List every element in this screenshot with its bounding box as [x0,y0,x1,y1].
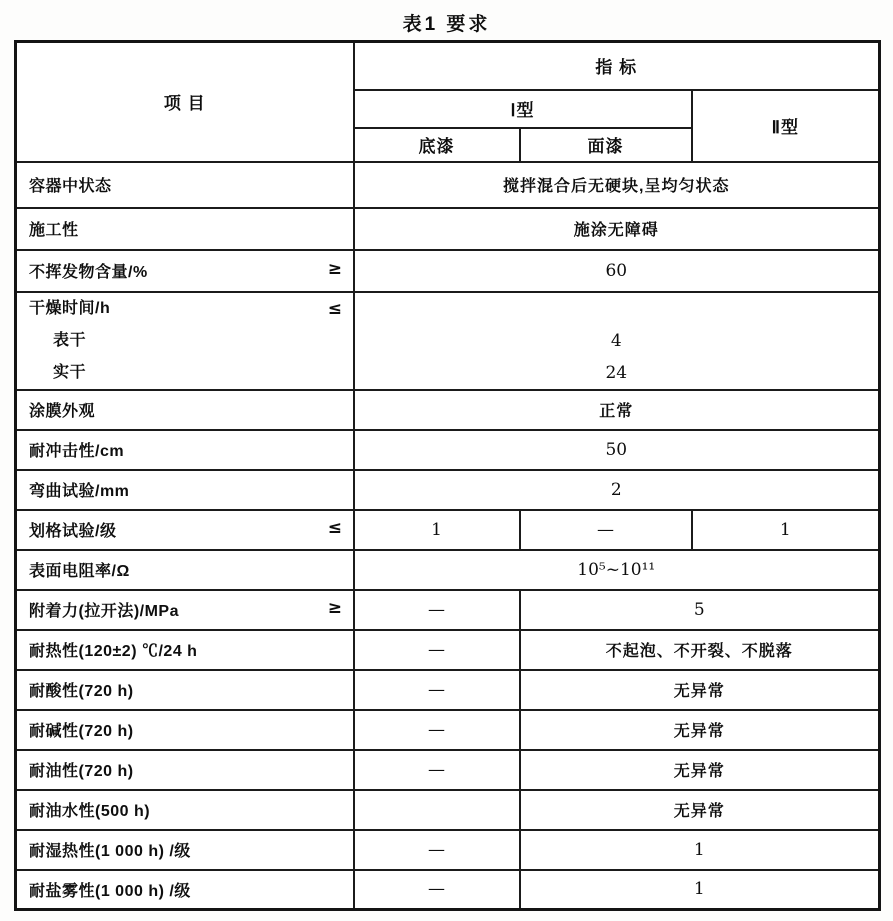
row-nonvolatile-content [16,250,880,292]
geq-symbol: ≥ [327,598,343,618]
item-text: 耐油水性(500 h) [29,803,151,820]
drying-value-spacer [355,293,879,325]
row-value: 施涂无障碍 [354,208,880,250]
row-value-primer: — [354,750,520,790]
row-bending-test [16,470,880,510]
row-value: 正常 [354,390,880,430]
item-text: 耐湿热性(1 000 h) /级 [29,843,191,860]
row-value: 搅拌混合后无硬块,呈均匀状态 [354,162,880,208]
header-row-1 [16,42,880,90]
row-value-type2: 1 [692,510,880,550]
row-adhesion [16,590,880,630]
header-primer: 底漆 [354,128,520,162]
item-text: 施工性 [29,222,79,239]
row-value-primer: — [354,590,520,630]
page-title: 表1 要求 [402,14,491,35]
leq-symbol: ≤ [327,298,343,319]
header-type2: Ⅱ型 [692,90,880,162]
item-text: 划格试验/级 [29,523,117,540]
row-item-label [16,870,354,910]
row-value: 2 [354,470,880,510]
row-item-label [16,750,354,790]
header-type1: Ⅰ型 [354,90,692,128]
row-value-primer: — [354,630,520,670]
row-oil-resistance [16,750,880,790]
header-item: 项 目 [16,42,354,162]
header-topcoat: 面漆 [520,128,692,162]
item-text: 耐盐雾性(1 000 h) /级 [29,882,191,900]
drying-value-hard: 24 [605,362,628,383]
item-text: 不挥发物含量/% [29,264,148,281]
row-item-label [16,630,354,670]
item-text: 耐油性(720 h) [29,763,134,780]
row-item-label [16,790,354,830]
row-value-primer: — [354,870,520,910]
item-text: 干燥时间/h [29,299,111,317]
row-item-label [16,162,354,208]
row-value-primer: — [354,710,520,750]
row-value-rest: 无异常 [520,670,880,710]
row-value-topcoat: — [520,510,692,550]
row-alkali-resistance [16,710,880,750]
row-item-label [16,670,354,710]
row-value-primer [354,790,520,830]
row-value: 50 [354,430,880,470]
item-text: 耐冲击性/cm [29,443,125,460]
row-item-label [16,710,354,750]
row-value-rest: 无异常 [520,750,880,790]
row-item-label [16,292,354,390]
item-text: 容器中状态 [29,178,112,195]
item-text: 耐酸性(720 h) [29,683,134,700]
row-cross-cut-test [16,510,880,550]
item-text: 弯曲试验/mm [29,483,130,500]
row-value: 60 [354,250,880,292]
row-value-rest: 5 [520,590,880,630]
row-acid-resistance [16,670,880,710]
row-item-label [16,830,354,870]
row-item-label [16,550,354,590]
row-value-rest: 无异常 [520,790,880,830]
item-text: 表面电阻率/Ω [29,563,130,580]
row-item-label [16,390,354,430]
leq-symbol: ≤ [327,518,343,538]
row-damp-heat-resistance [16,830,880,870]
row-heat-resistance [16,630,880,670]
row-value-rest: 1 [520,870,880,910]
header-index: 指 标 [354,42,880,90]
row-value: 10⁵~10¹¹ [354,550,880,590]
row-oil-water-resistance [16,790,880,830]
row-value-rest: 不起泡、不开裂、不脱落 [520,630,880,670]
item-text: 耐热性(120±2) ℃/24 h [29,643,198,660]
row-impact-resistance [16,430,880,470]
row-item-label [16,430,354,470]
row-film-appearance [16,390,880,430]
row-value-rest: 无异常 [520,710,880,750]
item-text: 附着力(拉开法)/MPa [29,603,180,620]
row-value-primer: — [354,670,520,710]
row-item-label [16,208,354,250]
requirements-table [14,40,881,911]
item-text: 耐碱性(720 h) [29,723,134,740]
row-value-rest: 1 [520,830,880,870]
row-drying-time [16,292,880,390]
drying-sub-hard: 实干 [53,363,87,381]
row-item-label [16,590,354,630]
row-container-state [16,162,880,208]
drying-value-surface: 4 [610,330,622,351]
row-workability [16,208,880,250]
row-item-label [16,470,354,510]
item-text: 涂膜外观 [29,403,96,420]
row-value-primer: 1 [354,510,520,550]
row-value-primer: — [354,830,520,870]
drying-time-main [29,293,343,325]
row-item-label [16,510,354,550]
row-salt-spray-resistance [16,870,880,910]
row-item-label [16,250,354,292]
drying-sub-surface: 表干 [53,331,87,349]
geq-symbol: ≥ [327,259,343,279]
row-surface-resistivity [16,550,880,590]
row-value [354,292,880,390]
